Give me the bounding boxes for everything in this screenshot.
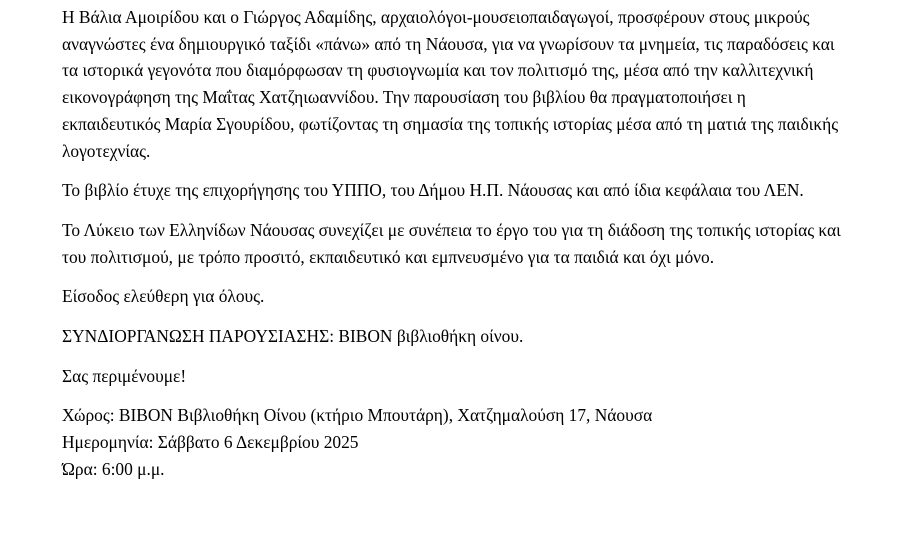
co-organizer-paragraph: ΣΥΝΔΙΟΡΓΑΝΩΣΗ ΠΑΡΟΥΣΙΑΣΗΣ: BIBON βιβλιοθήκη οίνου.	[62, 326, 524, 347]
free-entry-paragraph: Είσοδος ελεύθερη για όλους.	[62, 286, 265, 307]
event-date: Ημερομηνία: Σάββατο 6 Δεκεμβρίου 2025	[62, 432, 359, 453]
funding-paragraph: Το βιβλίο έτυχε της επιχορήγησης του ΥΠΠΟ, του Δήμου Η.Π. Νάουσας και από ίδια κεφάλαια του ΛΕΝ.	[62, 180, 804, 201]
closing-paragraph: Σας περιμένουμε!	[62, 365, 187, 386]
event-info-block	[62, 402, 842, 482]
book-description-paragraph: Η Βάλια Αμοιρίδου και ο Γιώργος Αδαμίδης, αρχαιολόγοι-μουσειοπαιδαγωγοί, προσφέρουν στους μικρούς αναγνώστες ένα δημιουργικό ταξίδι «πάνω» από τη Νάουσα, για να γνωρίσουν τα μνημεία, τις παραδόσεις και τα ιστορικά γεγονότα που διαμόρφωσαν τη φυσιογνωμία και τον πολιτισμό της, μέσα από την καλλιτεχνική εικονογράφηση της Μαΐτας Χατζηιωαννίδου. Την παρουσίαση του βιβλίου θα πραγματοποιήσει η εκπαιδευτικός Μαρία Σγουρίδου, φωτίζοντας τη σημασία της τοπικής ιστορίας μέσα από τη ματιά της παιδικής λογοτεχνίας.	[62, 7, 839, 161]
event-time: Ώρα: 6:00 μ.μ.	[62, 458, 165, 479]
lyceum-paragraph: Το Λύκειο των Ελληνίδων Νάουσας συνεχίζει με συνέπεια το έργο του για τη διάδοση της τοπικής ιστορίας και του πολιτισμού, με τρόπο προσιτό, εκπαιδευτικό και εμπνευσμένο για τα παιδιά και όχι μόνο.	[62, 219, 841, 267]
event-venue: Χώρος: BIBON Βιβλιοθήκη Οίνου (κτήριο Μπουτάρη), Χατζημαλούση 17, Νάουσα	[62, 405, 653, 426]
